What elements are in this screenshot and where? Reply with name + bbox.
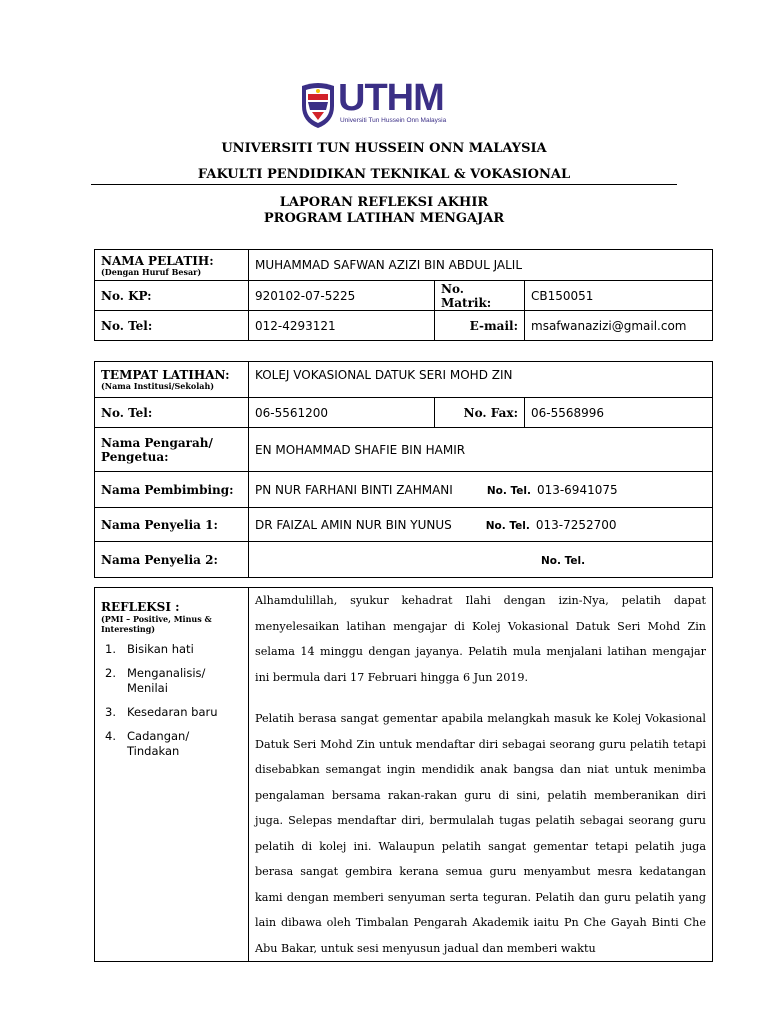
place-label: TEMPAT LATIHAN:: [101, 368, 230, 382]
report-title-1: LAPORAN REFLEKSI AKHIR: [279, 195, 489, 210]
supervisor1-tel-label: No. Tel.: [485, 519, 530, 532]
list-item: [101, 642, 242, 657]
list-item-label: Kesedaran baru: [127, 705, 218, 719]
place-note: (Nama Institusi/Sekolah): [101, 381, 215, 391]
mentor-tel-value: 013-6941075: [536, 482, 618, 497]
name-value: MUHAMMAD SAFWAN AZIZI BIN ABDUL JALIL: [249, 250, 713, 281]
list-item-label: Bisikan hati: [127, 642, 194, 656]
fax-value: 06-5568996: [525, 398, 713, 428]
mentor-label: Nama Pembimbing:: [95, 472, 249, 508]
reflection-table: [94, 587, 713, 962]
mentor-tel-label: No. Tel.: [486, 484, 531, 497]
placement-table: [94, 361, 713, 578]
university-name: UNIVERSITI TUN HUSSEIN ONN MALAYSIA: [221, 141, 547, 156]
logo-wordmark: UTHM: [338, 77, 444, 119]
list-item-number: 1.: [105, 642, 116, 656]
list-item-label: Menganalisis/ Menilai: [127, 666, 206, 695]
reflection-subtitle: (PMI – Positive, Minus & Interesting): [101, 614, 212, 634]
uthm-crest-icon: [298, 82, 338, 130]
mentor-row: [249, 472, 713, 508]
name-label-cell: [95, 250, 249, 281]
email-value: msafwanazizi@gmail.com: [525, 311, 713, 341]
place-tel-value: 06-5561200: [249, 398, 435, 428]
reflection-paragraph-1: Alhamdulillah, syukur kehadrat Ilahi dengan izin-Nya, pelatih dapat menyelesaikan latihan mengajar di Kolej Vokasional Datuk Seri Mohd Zin selama 14 minggu dengan jayanya. Pelatih mula menjalani latihan mengajar ini bermula dari 17 Februari hingga 6 Jun 2019.: [255, 594, 706, 684]
place-value: KOLEJ VOKASIONAL DATUK SERI MOHD ZIN: [249, 362, 713, 398]
list-item-number: 4.: [105, 729, 116, 743]
list-item-label: Cadangan/ Tindakan: [127, 729, 190, 758]
faculty-name: FAKULTI PENDIDIKAN TEKNIKAL & VOKASIONAL: [197, 167, 571, 182]
reflection-guide-list: [101, 642, 242, 759]
principal-label: Nama Pengarah/ Pengetua:: [95, 428, 249, 472]
supervisor1-row: [249, 508, 713, 542]
supervisor2-tel-label: No. Tel.: [541, 554, 586, 567]
report-title-2: PROGRAM LATIHAN MENGAJAR: [263, 211, 505, 226]
header-divider: [91, 184, 677, 185]
matrik-value: CB150051: [525, 281, 713, 311]
fax-label: No. Fax:: [435, 398, 525, 428]
supervisor1-tel-value: 013-7252700: [535, 517, 617, 532]
supervisor2-label: Nama Penyelia 2:: [95, 542, 249, 578]
name-note: (Dengan Huruf Besar): [101, 266, 202, 277]
reflection-paragraph-2: Pelatih berasa sangat gementar apabila melangkah masuk ke Kolej Vokasional Datuk Seri Mohd Zin untuk mendaftar diri sebagai seorang guru pelatih tetapi disebabkan semangat ingin mendidik anak bangsa dan niat untuk menimba pengalaman bersama rakan-rakan guru di sini, pelatih memberanikan diri juga. Selepas mendaftar diri, bermulalah tugas pelatih sebagai seorang guru pelatih di kolej ini. Walaupun pelatih sangat gementar tetapi pelatih juga berasa sangat gembira kerana semua guru menyambut mesra kedatangan kami dengan memberi senyuman serta teguran. Pelatih dan guru pelatih yang lain dibawa oleh Timbalan Pengarah Akademik iaitu Pn Che Gayah Binti Che Abu Bakar, untuk sesi menyusun jadual dan memberi waktu: [255, 712, 706, 955]
place-tel-label: No. Tel:: [95, 398, 249, 428]
list-item: [101, 666, 242, 696]
email-label: E-mail:: [435, 311, 525, 341]
name-label: NAMA PELATIH:: [101, 253, 214, 268]
place-label-cell: [95, 362, 249, 398]
logo-subtitle: Universiti Tun Hussein Onn Malaysia: [340, 117, 447, 124]
reflection-body: [249, 588, 713, 962]
reflection-title: REFLEKSI :: [101, 600, 180, 614]
list-item-number: 3.: [105, 705, 116, 719]
tel-label: No. Tel:: [95, 311, 249, 341]
trainee-table: [94, 249, 713, 341]
supervisor2-row: [249, 542, 713, 578]
matrik-label: No. Matrik:: [435, 281, 525, 311]
kp-value: 920102-07-5225: [249, 281, 435, 311]
kp-label: No. KP:: [95, 281, 249, 311]
mentor-value: PN NUR FARHANI BINTI ZAHMANI: [255, 482, 453, 497]
list-item-number: 2.: [105, 666, 116, 680]
list-item: [101, 729, 242, 759]
reflection-guide: [95, 588, 249, 962]
supervisor1-label: Nama Penyelia 1:: [95, 508, 249, 542]
supervisor1-value: DR FAIZAL AMIN NUR BIN YUNUS: [255, 517, 452, 532]
list-item: [101, 705, 242, 720]
principal-value: EN MOHAMMAD SHAFIE BIN HAMIR: [249, 428, 713, 472]
tel-value: 012-4293121: [249, 311, 435, 341]
